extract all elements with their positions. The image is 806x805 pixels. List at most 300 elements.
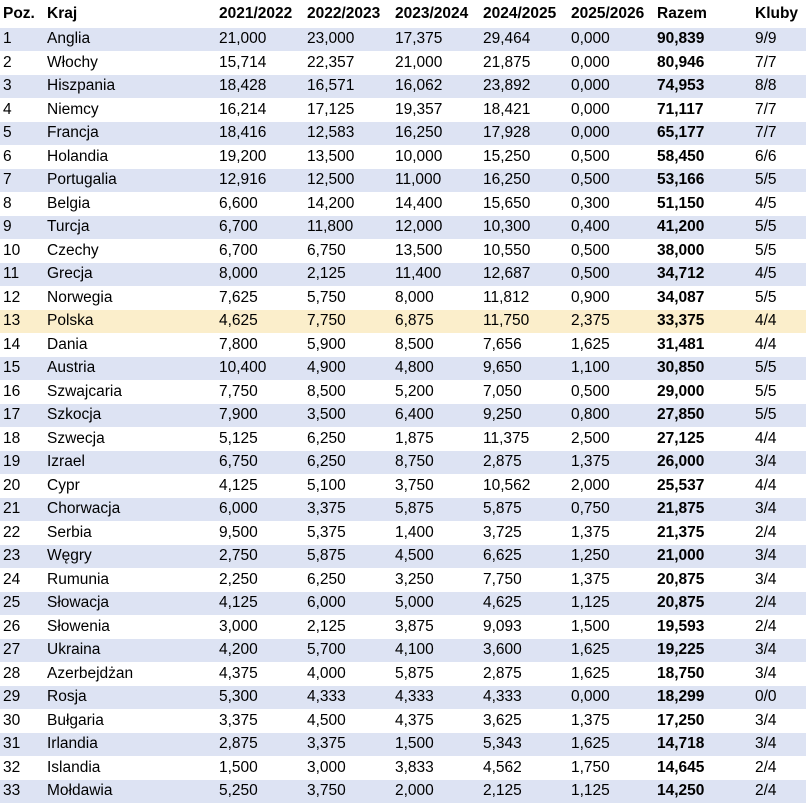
cell-season-2022-2023: 5,875 bbox=[304, 545, 392, 569]
cell-season-2023-2024: 4,800 bbox=[392, 357, 480, 381]
cell-season-2023-2024: 16,062 bbox=[392, 75, 480, 99]
cell-country: Czechy bbox=[44, 240, 216, 264]
cell-clubs: 4/4 bbox=[752, 310, 806, 334]
header-kluby[interactable]: Kluby bbox=[752, 0, 806, 28]
cell-season-2021-2022: 6,600 bbox=[216, 193, 304, 217]
cell-total: 26,000 bbox=[654, 451, 752, 475]
cell-season-2023-2024: 14,400 bbox=[392, 193, 480, 217]
cell-clubs: 2/4 bbox=[752, 522, 806, 546]
cell-season-2025-2026: 0,300 bbox=[568, 193, 654, 217]
cell-country: Irlandia bbox=[44, 733, 216, 757]
cell-country: Portugalia bbox=[44, 169, 216, 193]
cell-total: 20,875 bbox=[654, 592, 752, 616]
cell-position: 2 bbox=[0, 52, 44, 76]
cell-position: 28 bbox=[0, 663, 44, 687]
cell-season-2025-2026: 0,800 bbox=[568, 404, 654, 428]
cell-season-2022-2023: 12,583 bbox=[304, 122, 392, 146]
cell-season-2025-2026: 0,000 bbox=[568, 75, 654, 99]
cell-season-2024-2025: 9,250 bbox=[480, 404, 568, 428]
cell-season-2024-2025: 2,875 bbox=[480, 663, 568, 687]
cell-clubs: 5/5 bbox=[752, 240, 806, 264]
table-row bbox=[0, 263, 806, 287]
cell-season-2022-2023: 4,500 bbox=[304, 710, 392, 734]
cell-season-2025-2026: 1,750 bbox=[568, 757, 654, 781]
table-row bbox=[0, 522, 806, 546]
cell-season-2022-2023: 3,750 bbox=[304, 780, 392, 804]
cell-season-2025-2026: 0,500 bbox=[568, 146, 654, 170]
table-row bbox=[0, 240, 806, 264]
cell-country: Holandia bbox=[44, 146, 216, 170]
cell-clubs: 5/5 bbox=[752, 216, 806, 240]
cell-position: 8 bbox=[0, 193, 44, 217]
cell-season-2023-2024: 8,000 bbox=[392, 287, 480, 311]
table-row bbox=[0, 475, 806, 499]
cell-country: Bułgaria bbox=[44, 710, 216, 734]
cell-season-2025-2026: 1,125 bbox=[568, 592, 654, 616]
cell-clubs: 3/4 bbox=[752, 639, 806, 663]
header-season-2022-2023[interactable]: 2022/2023 bbox=[304, 0, 392, 28]
cell-clubs: 4/4 bbox=[752, 428, 806, 452]
table-row bbox=[0, 616, 806, 640]
cell-country: Anglia bbox=[44, 28, 216, 52]
cell-season-2021-2022: 7,900 bbox=[216, 404, 304, 428]
cell-season-2023-2024: 3,875 bbox=[392, 616, 480, 640]
cell-total: 34,712 bbox=[654, 263, 752, 287]
cell-total: 30,850 bbox=[654, 357, 752, 381]
cell-total: 38,000 bbox=[654, 240, 752, 264]
table-row bbox=[0, 99, 806, 123]
cell-season-2022-2023: 14,200 bbox=[304, 193, 392, 217]
cell-country: Chorwacja bbox=[44, 498, 216, 522]
cell-total: 18,750 bbox=[654, 663, 752, 687]
cell-season-2021-2022: 7,750 bbox=[216, 381, 304, 405]
cell-position: 7 bbox=[0, 169, 44, 193]
cell-clubs: 2/4 bbox=[752, 757, 806, 781]
cell-season-2021-2022: 5,125 bbox=[216, 428, 304, 452]
cell-season-2023-2024: 2,000 bbox=[392, 780, 480, 804]
cell-season-2025-2026: 1,100 bbox=[568, 357, 654, 381]
cell-total: 14,645 bbox=[654, 757, 752, 781]
cell-season-2022-2023: 3,000 bbox=[304, 757, 392, 781]
table-row bbox=[0, 193, 806, 217]
cell-season-2025-2026: 1,375 bbox=[568, 451, 654, 475]
cell-season-2022-2023: 7,750 bbox=[304, 310, 392, 334]
cell-season-2021-2022: 4,200 bbox=[216, 639, 304, 663]
cell-position: 1 bbox=[0, 28, 44, 52]
cell-total: 34,087 bbox=[654, 287, 752, 311]
cell-season-2024-2025: 5,343 bbox=[480, 733, 568, 757]
cell-country: Mołdawia bbox=[44, 780, 216, 804]
cell-clubs: 2/4 bbox=[752, 616, 806, 640]
cell-season-2021-2022: 8,000 bbox=[216, 263, 304, 287]
cell-season-2023-2024: 19,357 bbox=[392, 99, 480, 123]
cell-season-2021-2022: 5,300 bbox=[216, 686, 304, 710]
cell-country: Grecja bbox=[44, 263, 216, 287]
cell-clubs: 3/4 bbox=[752, 569, 806, 593]
cell-position: 20 bbox=[0, 475, 44, 499]
cell-season-2022-2023: 3,500 bbox=[304, 404, 392, 428]
cell-position: 16 bbox=[0, 381, 44, 405]
cell-season-2024-2025: 17,928 bbox=[480, 122, 568, 146]
cell-season-2024-2025: 18,421 bbox=[480, 99, 568, 123]
cell-season-2021-2022: 15,714 bbox=[216, 52, 304, 76]
cell-season-2025-2026: 0,400 bbox=[568, 216, 654, 240]
table-row bbox=[0, 545, 806, 569]
table-row bbox=[0, 146, 806, 170]
cell-clubs: 5/5 bbox=[752, 381, 806, 405]
cell-total: 41,200 bbox=[654, 216, 752, 240]
cell-season-2022-2023: 2,125 bbox=[304, 616, 392, 640]
cell-country: Francja bbox=[44, 122, 216, 146]
cell-season-2024-2025: 7,050 bbox=[480, 381, 568, 405]
cell-season-2024-2025: 10,300 bbox=[480, 216, 568, 240]
cell-season-2021-2022: 7,625 bbox=[216, 287, 304, 311]
cell-country: Słowacja bbox=[44, 592, 216, 616]
cell-total: 14,718 bbox=[654, 733, 752, 757]
cell-country: Serbia bbox=[44, 522, 216, 546]
cell-season-2025-2026: 0,000 bbox=[568, 28, 654, 52]
header-season-2024-2025[interactable]: 2024/2025 bbox=[480, 0, 568, 28]
cell-position: 30 bbox=[0, 710, 44, 734]
cell-season-2025-2026: 2,000 bbox=[568, 475, 654, 499]
cell-season-2025-2026: 0,000 bbox=[568, 52, 654, 76]
cell-position: 23 bbox=[0, 545, 44, 569]
table-row bbox=[0, 122, 806, 146]
cell-season-2023-2024: 1,875 bbox=[392, 428, 480, 452]
cell-country: Hiszpania bbox=[44, 75, 216, 99]
cell-season-2023-2024: 3,750 bbox=[392, 475, 480, 499]
cell-country: Austria bbox=[44, 357, 216, 381]
cell-season-2021-2022: 4,625 bbox=[216, 310, 304, 334]
cell-total: 71,117 bbox=[654, 99, 752, 123]
cell-season-2022-2023: 6,000 bbox=[304, 592, 392, 616]
cell-position: 13 bbox=[0, 310, 44, 334]
cell-season-2021-2022: 1,500 bbox=[216, 757, 304, 781]
table-row bbox=[0, 404, 806, 428]
cell-season-2022-2023: 3,375 bbox=[304, 733, 392, 757]
cell-position: 24 bbox=[0, 569, 44, 593]
cell-country: Cypr bbox=[44, 475, 216, 499]
table-row bbox=[0, 639, 806, 663]
cell-position: 5 bbox=[0, 122, 44, 146]
cell-season-2021-2022: 21,000 bbox=[216, 28, 304, 52]
cell-position: 19 bbox=[0, 451, 44, 475]
cell-total: 19,593 bbox=[654, 616, 752, 640]
cell-season-2025-2026: 0,500 bbox=[568, 381, 654, 405]
cell-position: 17 bbox=[0, 404, 44, 428]
cell-season-2024-2025: 10,550 bbox=[480, 240, 568, 264]
cell-season-2024-2025: 3,625 bbox=[480, 710, 568, 734]
cell-country: Polska bbox=[44, 310, 216, 334]
cell-country: Turcja bbox=[44, 216, 216, 240]
cell-total: 58,450 bbox=[654, 146, 752, 170]
cell-season-2025-2026: 1,250 bbox=[568, 545, 654, 569]
cell-clubs: 3/4 bbox=[752, 733, 806, 757]
table-row bbox=[0, 686, 806, 710]
cell-season-2021-2022: 2,250 bbox=[216, 569, 304, 593]
cell-season-2025-2026: 2,500 bbox=[568, 428, 654, 452]
table-row bbox=[0, 169, 806, 193]
cell-country: Szwecja bbox=[44, 428, 216, 452]
cell-season-2021-2022: 9,500 bbox=[216, 522, 304, 546]
cell-position: 3 bbox=[0, 75, 44, 99]
cell-season-2022-2023: 22,357 bbox=[304, 52, 392, 76]
cell-season-2021-2022: 18,416 bbox=[216, 122, 304, 146]
cell-season-2021-2022: 6,700 bbox=[216, 240, 304, 264]
cell-position: 6 bbox=[0, 146, 44, 170]
table-row bbox=[0, 381, 806, 405]
cell-season-2024-2025: 15,250 bbox=[480, 146, 568, 170]
cell-season-2022-2023: 23,000 bbox=[304, 28, 392, 52]
cell-season-2024-2025: 12,687 bbox=[480, 263, 568, 287]
cell-position: 26 bbox=[0, 616, 44, 640]
cell-season-2022-2023: 12,500 bbox=[304, 169, 392, 193]
cell-season-2024-2025: 7,750 bbox=[480, 569, 568, 593]
cell-clubs: 7/7 bbox=[752, 122, 806, 146]
cell-clubs: 3/4 bbox=[752, 451, 806, 475]
cell-country: Dania bbox=[44, 334, 216, 358]
cell-season-2023-2024: 5,200 bbox=[392, 381, 480, 405]
cell-country: Norwegia bbox=[44, 287, 216, 311]
cell-clubs: 4/5 bbox=[752, 193, 806, 217]
cell-total: 29,000 bbox=[654, 381, 752, 405]
cell-season-2024-2025: 16,250 bbox=[480, 169, 568, 193]
cell-position: 15 bbox=[0, 357, 44, 381]
cell-season-2022-2023: 16,571 bbox=[304, 75, 392, 99]
table-row bbox=[0, 780, 806, 804]
cell-season-2022-2023: 6,750 bbox=[304, 240, 392, 264]
cell-total: 74,953 bbox=[654, 75, 752, 99]
cell-season-2022-2023: 8,500 bbox=[304, 381, 392, 405]
table-row bbox=[0, 592, 806, 616]
cell-season-2025-2026: 0,900 bbox=[568, 287, 654, 311]
cell-season-2025-2026: 1,125 bbox=[568, 780, 654, 804]
cell-season-2023-2024: 3,833 bbox=[392, 757, 480, 781]
cell-season-2024-2025: 9,093 bbox=[480, 616, 568, 640]
cell-season-2024-2025: 15,650 bbox=[480, 193, 568, 217]
cell-total: 21,875 bbox=[654, 498, 752, 522]
cell-total: 17,250 bbox=[654, 710, 752, 734]
cell-season-2025-2026: 1,625 bbox=[568, 733, 654, 757]
cell-country: Węgry bbox=[44, 545, 216, 569]
cell-season-2024-2025: 3,600 bbox=[480, 639, 568, 663]
cell-season-2023-2024: 3,250 bbox=[392, 569, 480, 593]
table-row bbox=[0, 287, 806, 311]
cell-season-2022-2023: 5,750 bbox=[304, 287, 392, 311]
cell-season-2021-2022: 10,400 bbox=[216, 357, 304, 381]
cell-clubs: 4/4 bbox=[752, 334, 806, 358]
table-row bbox=[0, 310, 806, 334]
cell-total: 80,946 bbox=[654, 52, 752, 76]
cell-total: 65,177 bbox=[654, 122, 752, 146]
cell-country: Islandia bbox=[44, 757, 216, 781]
cell-season-2022-2023: 17,125 bbox=[304, 99, 392, 123]
cell-season-2025-2026: 1,625 bbox=[568, 334, 654, 358]
cell-position: 25 bbox=[0, 592, 44, 616]
header-kraj[interactable]: Kraj bbox=[44, 0, 216, 28]
cell-position: 10 bbox=[0, 240, 44, 264]
table-row bbox=[0, 663, 806, 687]
cell-season-2023-2024: 1,500 bbox=[392, 733, 480, 757]
cell-total: 20,875 bbox=[654, 569, 752, 593]
cell-total: 27,850 bbox=[654, 404, 752, 428]
header-row bbox=[0, 0, 806, 28]
cell-season-2021-2022: 12,916 bbox=[216, 169, 304, 193]
cell-season-2024-2025: 4,562 bbox=[480, 757, 568, 781]
cell-season-2023-2024: 8,500 bbox=[392, 334, 480, 358]
cell-position: 32 bbox=[0, 757, 44, 781]
cell-season-2021-2022: 16,214 bbox=[216, 99, 304, 123]
cell-season-2025-2026: 1,375 bbox=[568, 522, 654, 546]
cell-season-2024-2025: 11,750 bbox=[480, 310, 568, 334]
cell-total: 31,481 bbox=[654, 334, 752, 358]
header-season-2023-2024[interactable]: 2023/2024 bbox=[392, 0, 480, 28]
cell-clubs: 6/6 bbox=[752, 146, 806, 170]
cell-total: 33,375 bbox=[654, 310, 752, 334]
cell-total: 90,839 bbox=[654, 28, 752, 52]
table-row bbox=[0, 357, 806, 381]
cell-season-2024-2025: 10,562 bbox=[480, 475, 568, 499]
cell-clubs: 5/5 bbox=[752, 287, 806, 311]
cell-season-2023-2024: 10,000 bbox=[392, 146, 480, 170]
cell-season-2022-2023: 5,700 bbox=[304, 639, 392, 663]
cell-season-2023-2024: 11,000 bbox=[392, 169, 480, 193]
cell-season-2021-2022: 4,125 bbox=[216, 475, 304, 499]
table-body bbox=[0, 28, 806, 804]
cell-season-2024-2025: 2,875 bbox=[480, 451, 568, 475]
cell-season-2023-2024: 5,875 bbox=[392, 663, 480, 687]
table-row bbox=[0, 28, 806, 52]
cell-season-2023-2024: 21,000 bbox=[392, 52, 480, 76]
cell-position: 22 bbox=[0, 522, 44, 546]
table-header bbox=[0, 0, 806, 28]
cell-position: 14 bbox=[0, 334, 44, 358]
cell-total: 51,150 bbox=[654, 193, 752, 217]
cell-position: 27 bbox=[0, 639, 44, 663]
cell-season-2022-2023: 3,375 bbox=[304, 498, 392, 522]
table-row bbox=[0, 75, 806, 99]
header-poz[interactable]: Poz. bbox=[0, 0, 44, 28]
cell-total: 19,225 bbox=[654, 639, 752, 663]
cell-season-2024-2025: 11,812 bbox=[480, 287, 568, 311]
cell-season-2022-2023: 11,800 bbox=[304, 216, 392, 240]
cell-season-2024-2025: 5,875 bbox=[480, 498, 568, 522]
header-season-2021-2022[interactable]: 2021/2022 bbox=[216, 0, 304, 28]
cell-season-2024-2025: 11,375 bbox=[480, 428, 568, 452]
cell-season-2022-2023: 6,250 bbox=[304, 428, 392, 452]
cell-season-2025-2026: 0,500 bbox=[568, 169, 654, 193]
cell-season-2024-2025: 21,875 bbox=[480, 52, 568, 76]
cell-clubs: 8/8 bbox=[752, 75, 806, 99]
cell-season-2023-2024: 13,500 bbox=[392, 240, 480, 264]
cell-clubs: 5/5 bbox=[752, 357, 806, 381]
cell-clubs: 3/4 bbox=[752, 710, 806, 734]
cell-season-2025-2026: 0,500 bbox=[568, 263, 654, 287]
cell-season-2025-2026: 2,375 bbox=[568, 310, 654, 334]
cell-season-2025-2026: 0,500 bbox=[568, 240, 654, 264]
cell-season-2022-2023: 6,250 bbox=[304, 569, 392, 593]
header-razem[interactable]: Razem bbox=[654, 0, 752, 28]
cell-clubs: 2/4 bbox=[752, 592, 806, 616]
cell-clubs: 5/5 bbox=[752, 404, 806, 428]
cell-season-2022-2023: 5,900 bbox=[304, 334, 392, 358]
cell-season-2025-2026: 1,500 bbox=[568, 616, 654, 640]
cell-total: 14,250 bbox=[654, 780, 752, 804]
cell-clubs: 2/4 bbox=[752, 780, 806, 804]
cell-season-2022-2023: 4,333 bbox=[304, 686, 392, 710]
cell-season-2022-2023: 2,125 bbox=[304, 263, 392, 287]
cell-season-2023-2024: 1,400 bbox=[392, 522, 480, 546]
table-row bbox=[0, 710, 806, 734]
cell-position: 29 bbox=[0, 686, 44, 710]
cell-season-2023-2024: 4,333 bbox=[392, 686, 480, 710]
cell-season-2024-2025: 9,650 bbox=[480, 357, 568, 381]
cell-season-2023-2024: 6,875 bbox=[392, 310, 480, 334]
cell-season-2023-2024: 6,400 bbox=[392, 404, 480, 428]
cell-country: Belgia bbox=[44, 193, 216, 217]
cell-position: 21 bbox=[0, 498, 44, 522]
cell-season-2021-2022: 7,800 bbox=[216, 334, 304, 358]
cell-season-2024-2025: 29,464 bbox=[480, 28, 568, 52]
cell-season-2022-2023: 6,250 bbox=[304, 451, 392, 475]
table-row bbox=[0, 428, 806, 452]
cell-season-2021-2022: 18,428 bbox=[216, 75, 304, 99]
cell-season-2023-2024: 17,375 bbox=[392, 28, 480, 52]
cell-clubs: 7/7 bbox=[752, 99, 806, 123]
cell-season-2025-2026: 0,000 bbox=[568, 99, 654, 123]
cell-clubs: 5/5 bbox=[752, 169, 806, 193]
cell-country: Izrael bbox=[44, 451, 216, 475]
cell-season-2025-2026: 0,750 bbox=[568, 498, 654, 522]
cell-season-2024-2025: 7,656 bbox=[480, 334, 568, 358]
cell-clubs: 0/0 bbox=[752, 686, 806, 710]
cell-total: 21,000 bbox=[654, 545, 752, 569]
cell-season-2025-2026: 1,375 bbox=[568, 569, 654, 593]
cell-position: 18 bbox=[0, 428, 44, 452]
cell-season-2023-2024: 16,250 bbox=[392, 122, 480, 146]
cell-position: 4 bbox=[0, 99, 44, 123]
cell-season-2021-2022: 3,375 bbox=[216, 710, 304, 734]
cell-season-2025-2026: 1,625 bbox=[568, 639, 654, 663]
cell-position: 9 bbox=[0, 216, 44, 240]
cell-clubs: 3/4 bbox=[752, 545, 806, 569]
cell-clubs: 3/4 bbox=[752, 498, 806, 522]
table-row bbox=[0, 569, 806, 593]
cell-season-2023-2024: 5,875 bbox=[392, 498, 480, 522]
cell-season-2022-2023: 13,500 bbox=[304, 146, 392, 170]
cell-season-2025-2026: 0,000 bbox=[568, 122, 654, 146]
cell-country: Rosja bbox=[44, 686, 216, 710]
cell-position: 31 bbox=[0, 733, 44, 757]
cell-season-2024-2025: 3,725 bbox=[480, 522, 568, 546]
cell-season-2021-2022: 4,375 bbox=[216, 663, 304, 687]
table-row bbox=[0, 498, 806, 522]
cell-country: Azerbejdżan bbox=[44, 663, 216, 687]
cell-country: Szkocja bbox=[44, 404, 216, 428]
cell-season-2024-2025: 4,625 bbox=[480, 592, 568, 616]
table-row bbox=[0, 334, 806, 358]
cell-season-2021-2022: 2,750 bbox=[216, 545, 304, 569]
header-season-2025-2026[interactable]: 2025/2026 bbox=[568, 0, 654, 28]
cell-season-2023-2024: 11,400 bbox=[392, 263, 480, 287]
cell-country: Rumunia bbox=[44, 569, 216, 593]
table-row bbox=[0, 733, 806, 757]
cell-clubs: 4/4 bbox=[752, 475, 806, 499]
cell-season-2023-2024: 8,750 bbox=[392, 451, 480, 475]
table-row bbox=[0, 451, 806, 475]
cell-total: 27,125 bbox=[654, 428, 752, 452]
cell-season-2022-2023: 5,100 bbox=[304, 475, 392, 499]
